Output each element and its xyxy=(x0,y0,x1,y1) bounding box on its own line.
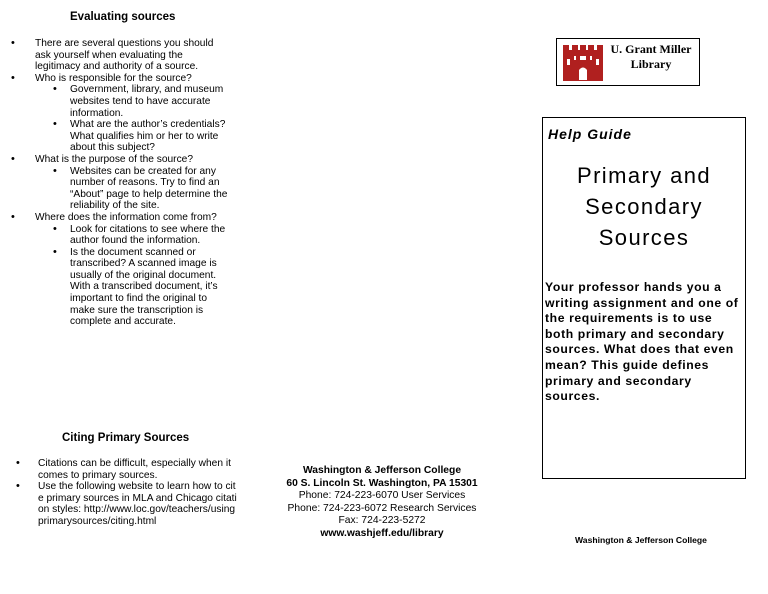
list-item xyxy=(35,73,230,154)
list-item xyxy=(38,458,238,481)
list-item-text: Who is responsible for the source? xyxy=(35,72,192,84)
sub-list-item-text: What are the author’s credentials? What qualifies him or her to write about this subject? xyxy=(70,119,226,154)
phone-user-services: Phone: 724-223-6070 User Services xyxy=(298,490,466,502)
sub-list-item-text: Websites can be created for any number of reasons. Try to find an “About” page to help determine the reliability of the site. xyxy=(70,165,228,212)
intro-paragraph: Your professor hands you a writing assignment and one of the requirements is to use both primary and secondary sources. What does that even mean? This guide defines primary and secondary sources. xyxy=(545,280,739,404)
list-item-text: There are several questions you should ask yourself when evaluating the legitimacy and authority of a source. xyxy=(35,38,214,73)
list-item xyxy=(35,212,230,328)
library-name-line: Library xyxy=(630,57,672,71)
library-name-line: U. Grant Miller xyxy=(610,42,692,56)
list-item xyxy=(35,38,230,73)
sub-list-item xyxy=(70,224,230,247)
list-item-text: What is the purpose of the source? xyxy=(35,153,193,165)
sub-list xyxy=(70,84,230,154)
sub-list-item-text: Look for citations to see where the author found the information. xyxy=(70,223,226,247)
library-logo xyxy=(556,38,700,86)
list-item xyxy=(35,154,230,212)
title-line: Secondary xyxy=(585,194,703,219)
sub-list-item xyxy=(70,119,230,154)
sub-list-item xyxy=(70,247,230,328)
castle-icon xyxy=(562,42,604,82)
page-title xyxy=(543,160,745,253)
address: 60 S. Lincoln St. Washington, PA 15301 xyxy=(286,477,478,489)
sub-list-item-text: Is the document scanned or transcribed? A scanned image is usually of the original document. With a transcribed document, it’s important to find the original to make sure the transcription is complete and accurate. xyxy=(70,246,218,328)
sub-list-item-text: Government, library, and museum websites tend to have accurate information. xyxy=(70,84,224,119)
help-guide-label: Help Guide xyxy=(548,126,632,142)
sub-list-item xyxy=(70,84,230,119)
list-item-text: Use the following website to learn how to cite primary sources in MLA and Chicago citation styles: http://www.loc.gov/teachers/usingprimarysources/citing.html xyxy=(38,481,237,527)
sub-list xyxy=(70,224,230,328)
title-line: Primary and xyxy=(577,163,711,188)
sub-list-item xyxy=(70,166,230,212)
website-link[interactable]: www.washjeff.edu/library xyxy=(320,527,444,539)
college-name: Washington & Jefferson College xyxy=(302,465,462,476)
evaluating-sources-heading: Evaluating sources xyxy=(70,11,176,23)
list-item-text: Citations can be difficult, especially when it comes to primary sources. xyxy=(38,458,231,481)
list-item xyxy=(38,481,238,527)
phone-research-services: Phone: 724-223-6072 Research Services xyxy=(287,502,477,514)
title-line: Sources xyxy=(598,225,690,250)
footer-college-name: Washington & Jefferson College xyxy=(575,535,707,545)
fax: Fax: 724-223-5272 xyxy=(338,515,426,527)
guide-cover xyxy=(542,117,746,479)
citing-sources-heading: Citing Primary Sources xyxy=(62,432,190,444)
citing-sources-list xyxy=(38,458,238,528)
list-item-text: Where does the information come from? xyxy=(35,211,217,223)
library-name xyxy=(607,42,695,72)
evaluating-sources-list xyxy=(35,38,230,328)
sub-list xyxy=(70,166,230,212)
contact-info xyxy=(280,465,484,541)
